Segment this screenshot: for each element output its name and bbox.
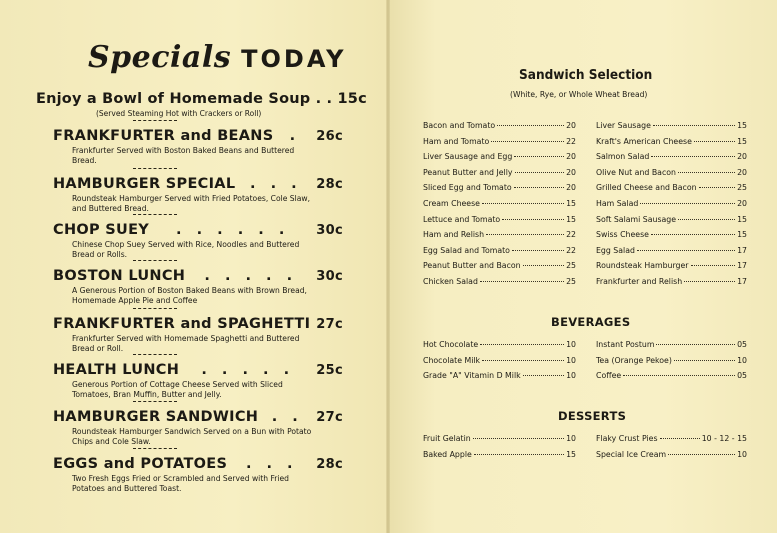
- sandwich-selection-title: Sandwich Selection: [519, 67, 653, 83]
- special-separator: [133, 214, 177, 215]
- menu-item-name: Egg Salad and Tomato: [423, 245, 510, 255]
- special-name: HAMBURGER SPECIAL: [53, 176, 236, 192]
- special-item: [53, 268, 343, 306]
- menu-item-price: 22: [566, 230, 576, 240]
- menu-item-name: Salmon Salad: [596, 152, 650, 162]
- special-item: [53, 176, 343, 214]
- menu-item-leader: [684, 281, 735, 282]
- special-name: BOSTON LUNCH: [53, 268, 186, 284]
- menu-item-price: 15: [566, 214, 576, 224]
- menu-item-name: Soft Salami Sausage: [596, 214, 677, 224]
- menu-item-leader: [637, 250, 735, 251]
- menu-item: [423, 371, 576, 382]
- menu-item-price: 10: [566, 340, 576, 349]
- menu-item-leader: [512, 250, 564, 251]
- special-item: [53, 222, 343, 260]
- menu-item-name: Flaky Crust Pies: [596, 434, 658, 443]
- menu-item: [423, 340, 576, 351]
- menu-item-name: Lettuce and Tomato: [423, 214, 501, 224]
- menu-item-name: Tea (Orange Pekoe): [596, 355, 672, 365]
- menu-item-price: 25: [566, 261, 576, 271]
- menu-item-leader: [523, 265, 565, 266]
- menu-item-name: Olive Nut and Bacon: [596, 167, 676, 177]
- menu-item: [423, 261, 576, 272]
- menu-item: [596, 340, 747, 351]
- special-item: [53, 316, 343, 354]
- menu-item-price: 20: [566, 152, 576, 162]
- menu-item-price: 25: [566, 277, 576, 286]
- special-item: [53, 362, 343, 400]
- menu-item: [596, 371, 747, 382]
- menu-item-leader: [474, 454, 564, 455]
- special-name: FRANKFURTER and BEANS: [53, 128, 274, 144]
- special-price: 25c: [316, 363, 343, 378]
- menu-item-name: Special Ice Cream: [596, 450, 667, 459]
- menu-item-price: 17: [737, 245, 747, 255]
- menu-item: [596, 152, 747, 163]
- soup-line: Enjoy a Bowl of Homemade Soup . . 15c: [36, 91, 367, 107]
- menu-item: [596, 215, 747, 226]
- menu-item-name: Chicken Salad: [423, 277, 478, 286]
- menu-item: [596, 183, 747, 194]
- menu-item-name: Swiss Cheese: [596, 230, 649, 240]
- menu-item: [423, 246, 576, 257]
- menu-item-price: 10: [737, 450, 747, 459]
- special-separator: [133, 354, 177, 355]
- menu-item: [423, 450, 576, 461]
- menu-item: [423, 199, 576, 210]
- menu-item-leader: [699, 187, 736, 188]
- desserts-title: DESSERTS: [558, 409, 627, 423]
- special-description: Frankfurter Served with Boston Baked Beans and Buttered Bread.: [72, 146, 295, 165]
- special-description: Frankfurter Served with Homemade Spaghetti and Buttered Bread or Roll.: [72, 334, 300, 353]
- menu-item: [423, 230, 576, 241]
- special-price: 27c: [316, 410, 343, 425]
- menu-item-name: Liver Sausage and Egg: [423, 152, 513, 162]
- menu-item-price: 15: [566, 199, 576, 208]
- menu-item-leader: [668, 454, 735, 455]
- special-leader-dots: . . . . . .: [176, 222, 290, 238]
- menu-item: [423, 152, 576, 163]
- menu-item-price: 15: [566, 450, 576, 459]
- special-description: Generous Portion of Cottage Cheese Served with Sliced Tomatoes, Bran Muffin, Butter and Jelly.: [72, 380, 283, 399]
- menu-item-price: 20: [566, 183, 576, 193]
- menu-item-name: Sliced Egg and Tomato: [423, 183, 512, 193]
- special-item: [53, 409, 343, 447]
- menu-item-leader: [502, 219, 564, 220]
- menu-item-price: 05: [737, 371, 747, 380]
- menu-item-name: Kraft's American Cheese: [596, 136, 692, 146]
- special-leader-dots: .: [289, 128, 301, 144]
- menu-item-leader: [653, 125, 735, 126]
- special-name: HEALTH LUNCH: [53, 362, 180, 378]
- menu-item: [596, 434, 747, 445]
- menu-item: [423, 434, 576, 445]
- special-price: 26c: [316, 129, 343, 144]
- special-row: [53, 409, 343, 425]
- menu-item-name: Instant Postum: [596, 340, 655, 349]
- menu-item-leader: [473, 438, 564, 439]
- menu-item-leader: [497, 125, 564, 126]
- menu-item-price: 15: [737, 230, 747, 240]
- special-row: [53, 222, 343, 238]
- menu-item-leader: [515, 172, 565, 173]
- special-leader-dots: . .: [271, 409, 303, 425]
- menu-item-name: Roundsteak Hamburger: [596, 261, 689, 271]
- specials-heading: [88, 40, 348, 80]
- special-price: 28c: [316, 457, 343, 472]
- menu-item-leader: [651, 156, 735, 157]
- special-item: [53, 128, 343, 166]
- beverages-title: BEVERAGES: [551, 315, 631, 329]
- specials-script-word: Specials: [88, 40, 232, 75]
- menu-item-name: Ham Salad: [596, 199, 639, 208]
- special-separator: [133, 120, 177, 121]
- menu-item-leader: [623, 375, 735, 376]
- menu-item-name: Grade "A" Vitamin D Milk: [423, 371, 521, 380]
- menu-item-leader: [640, 203, 735, 204]
- menu-item-price: 17: [737, 261, 747, 271]
- menu-item-name: Baked Apple: [423, 450, 472, 459]
- menu-item-name: Ham and Tomato: [423, 136, 490, 146]
- menu-item-leader: [674, 360, 735, 361]
- menu-item-price: 10: [566, 434, 576, 443]
- menu-item-leader: [480, 281, 564, 282]
- special-row: [53, 456, 343, 472]
- menu-item-name: Cream Cheese: [423, 199, 480, 208]
- menu-item: [423, 121, 576, 132]
- special-price: 28c: [316, 177, 343, 192]
- menu-item-name: Peanut Butter and Bacon: [423, 261, 521, 271]
- special-price: 27c: [316, 317, 343, 332]
- menu-item-leader: [694, 141, 735, 142]
- menu-item-name: Egg Salad: [596, 245, 635, 255]
- menu-item-leader: [514, 187, 564, 188]
- menu-item-price: 10: [737, 355, 747, 365]
- menu-item-leader: [656, 344, 735, 345]
- menu-item: [596, 261, 747, 272]
- menu-item-name: Bacon and Tomato: [423, 121, 496, 130]
- menu-item: [596, 121, 747, 132]
- menu-item-leader: [678, 172, 735, 173]
- special-name: HAMBURGER SANDWICH: [53, 409, 259, 425]
- special-row: [53, 176, 343, 192]
- special-price: 30c: [316, 269, 343, 284]
- menu-item-name: Fruit Gelatin: [423, 434, 471, 443]
- special-separator: [133, 308, 177, 309]
- menu-item-leader: [660, 438, 700, 439]
- special-description: Roundsteak Hamburger Served with Fried Potatoes, Cole Slaw, and Buttered Bread.: [72, 194, 311, 213]
- menu-item-price: 25: [737, 183, 747, 193]
- menu-item-price: 20: [566, 167, 576, 177]
- menu-item-price: 20: [566, 121, 576, 130]
- special-leader-dots: . . .: [245, 456, 298, 472]
- menu-item-price: 20: [737, 167, 747, 177]
- sandwich-selection-subtitle: (White, Rye, or Whole Wheat Bread): [510, 90, 648, 99]
- menu-item: [596, 137, 747, 148]
- special-row: [53, 128, 343, 144]
- menu-item-price: 15: [737, 121, 747, 130]
- menu-item-price: 20: [737, 199, 747, 208]
- special-description: Roundsteak Hamburger Sandwich Served on a Bun with Potato Chips and Cole Slaw.: [72, 427, 312, 446]
- special-price: 30c: [316, 223, 343, 238]
- menu-item: [596, 168, 747, 179]
- special-name: CHOP SUEY: [53, 222, 150, 238]
- menu-item: [423, 277, 576, 288]
- special-leader-dots: . . .: [250, 176, 302, 192]
- menu-item-leader: [480, 344, 564, 345]
- special-separator: [133, 401, 177, 402]
- menu-item: [423, 137, 576, 148]
- menu-item: [596, 199, 747, 210]
- menu-item-name: Coffee: [596, 371, 622, 380]
- menu-item-leader: [482, 203, 564, 204]
- page-fold: [386, 0, 390, 533]
- menu-item: [423, 356, 576, 367]
- menu-item: [596, 356, 747, 367]
- special-row: [53, 316, 343, 332]
- menu-item-price: 20: [737, 152, 747, 162]
- special-name: EGGS and POTATOES: [53, 456, 228, 472]
- menu-item-name: Chocolate Milk: [423, 355, 481, 365]
- menu-item-name: Ham and Relish: [423, 230, 485, 240]
- menu-item-leader: [651, 234, 735, 235]
- menu-item-price: 15: [737, 136, 747, 146]
- soup-note: (Served Steaming Hot with Crackers or Roll): [96, 109, 262, 118]
- menu-item-price: 10: [566, 355, 576, 365]
- menu-item-leader: [691, 265, 736, 266]
- menu-item-leader: [523, 375, 564, 376]
- menu-item-price: 05: [737, 340, 747, 349]
- special-separator: [133, 448, 177, 449]
- menu-item-price: 22: [566, 245, 576, 255]
- special-description: A Generous Portion of Boston Baked Beans with Brown Bread, Homemade Apple Pie and Coffee: [72, 286, 307, 305]
- special-row: [53, 362, 343, 378]
- menu-item: [596, 230, 747, 241]
- menu-item: [423, 183, 576, 194]
- menu-item: [423, 168, 576, 179]
- menu-item-leader: [486, 234, 564, 235]
- menu-item: [596, 246, 747, 257]
- menu-item-price: 17: [737, 277, 747, 286]
- menu-item-leader: [491, 141, 564, 142]
- soup-special: [36, 91, 367, 118]
- special-name: FRANKFURTER and SPAGHETTI: [53, 316, 311, 332]
- menu-item-price: 10 - 12 - 15: [701, 434, 747, 443]
- special-separator: [133, 260, 177, 261]
- special-description: Chinese Chop Suey Served with Rice, Noodles and Buttered Bread or Rolls.: [72, 240, 300, 259]
- special-row: [53, 268, 343, 284]
- menu-item-leader: [678, 219, 735, 220]
- menu-item: [596, 277, 747, 288]
- menu-item-name: Peanut Butter and Jelly: [423, 167, 513, 177]
- menu-item-price: 15: [737, 214, 747, 224]
- menu-item-name: Grilled Cheese and Bacon: [596, 183, 697, 193]
- menu-item-name: Liver Sausage: [596, 121, 651, 130]
- menu-item: [423, 215, 576, 226]
- special-description: Two Fresh Eggs Fried or Scrambled and Served with Fried Potatoes and Buttered Toast.: [72, 474, 290, 493]
- menu-item-price: 10: [566, 371, 576, 380]
- special-leader-dots: . . . . .: [204, 268, 298, 284]
- special-item: [53, 456, 343, 494]
- menu-item-leader: [482, 360, 564, 361]
- menu-item-price: 22: [566, 136, 576, 146]
- specials-today-word: TODAY: [241, 45, 347, 73]
- menu-item-name: Frankfurter and Relish: [596, 277, 683, 286]
- menu-item-leader: [514, 156, 564, 157]
- menu-item-name: Hot Chocolate: [423, 340, 479, 349]
- special-separator: [133, 168, 177, 169]
- special-leader-dots: . . . . .: [201, 362, 295, 378]
- menu-item: [596, 450, 747, 461]
